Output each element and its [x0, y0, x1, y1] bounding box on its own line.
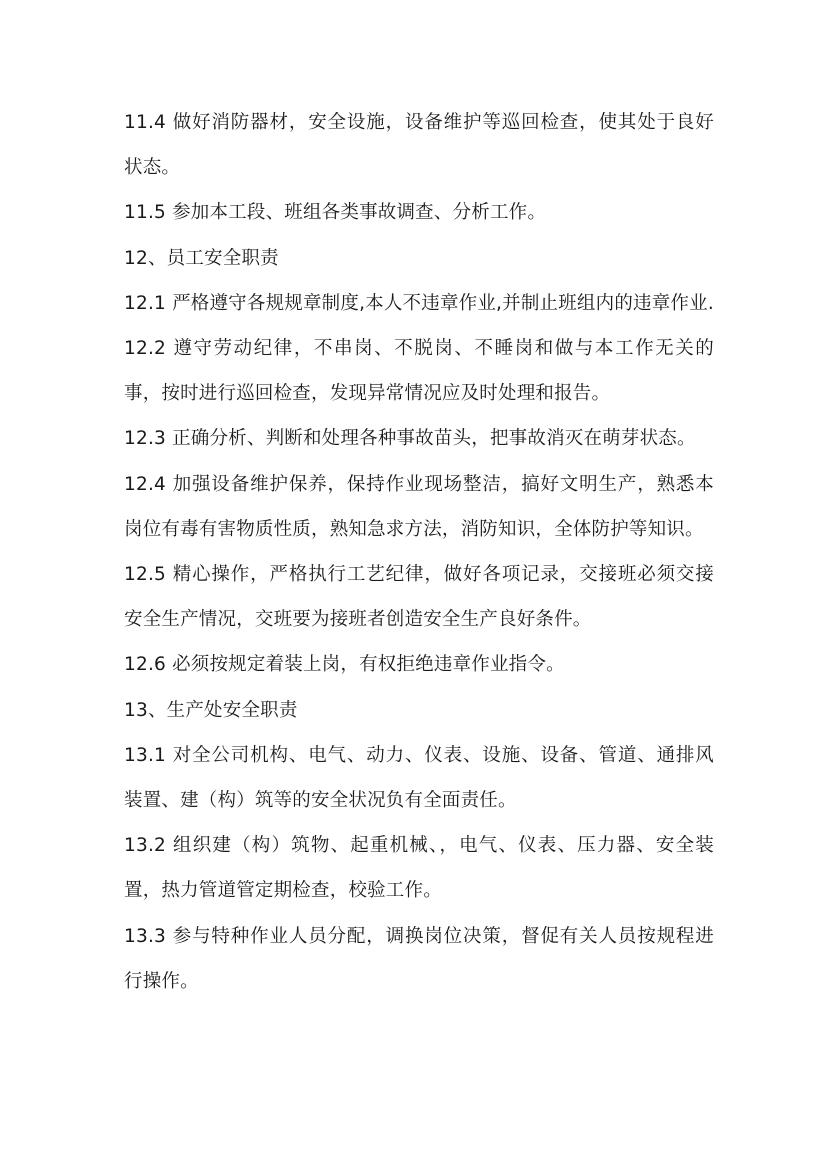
document-body — [124, 100, 714, 1004]
section-heading-12: 12、员工安全职责 — [124, 247, 279, 269]
paragraph-13-2: 13.2 组织建（构）筑物、起重机械、，电气、仪表、压力器、安全装置，热力管道管定期检查，校验工作。 — [124, 835, 714, 902]
paragraph-12-4: 12.4 加强设备维护保养，保持作业现场整洁，搞好文明生产，熟悉本岗位有毒有害物质性质，熟知急求方法，消防知识，全体防护等知识。 — [124, 473, 714, 540]
section-heading-13: 13、生产处安全职责 — [124, 699, 298, 721]
paragraph-11-5: 11.5 参加本工段、班组各类事故调查、分析工作。 — [124, 202, 547, 224]
paragraph-12-6: 12.6 必须按规定着装上岗，有权拒绝违章作业指令。 — [124, 654, 565, 676]
paragraph-13-3: 13.3 参与特种作业人员分配，调换岗位决策，督促有关人员按规程进行操作。 — [124, 925, 714, 992]
paragraph-12-2: 12.2 遵守劳动纪律，不串岗、不脱岗、不睡岗和做与本工作无关的事，按时进行巡回检查，发现异常情况应及时处理和报告。 — [124, 338, 714, 405]
paragraph-12-3: 12.3 正确分析、判断和处理各种事故苗头，把事故消灭在萌芽状态。 — [124, 428, 696, 450]
paragraph-12-1: 12.1 严格遵守各规规章制度,本人不违章作业,并制止班组内的违章作业. — [124, 292, 714, 314]
paragraph-13-1: 13.1 对全公司机构、电气、动力、仪表、设施、设备、管道、通排风装置、建（构）筑等的安全状况负有全面责任。 — [124, 744, 714, 812]
paragraph-12-5: 12.5 精心操作，严格执行工艺纪律，做好各项记录，交接班必须交接安全生产情况，交班要为接班者创造安全生产良好条件。 — [124, 564, 714, 631]
paragraph-11-4: 11.4 做好消防器材，安全设施，设备维护等巡回检查，使其处于良好状态。 — [124, 112, 714, 179]
